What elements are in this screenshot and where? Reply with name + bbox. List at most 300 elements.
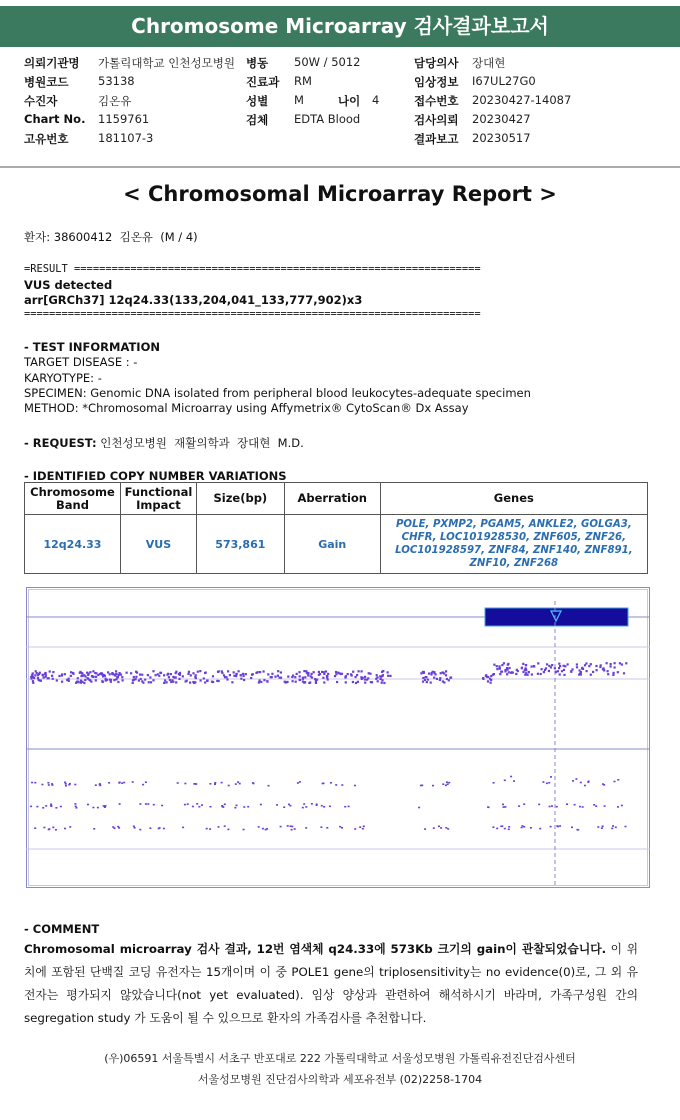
probe-point	[510, 672, 512, 674]
probe-point	[184, 804, 186, 806]
probe-point	[295, 681, 297, 683]
probe-point	[314, 678, 316, 680]
probe-point	[617, 806, 619, 808]
probe-point	[601, 827, 603, 829]
probe-point	[389, 675, 391, 677]
probe-point	[496, 828, 498, 830]
probe-point	[311, 676, 313, 678]
probe-point	[197, 671, 199, 673]
probe-point	[226, 678, 228, 680]
report-header-banner: Chromosome Microarray 검사결과보고서	[0, 6, 680, 47]
copy-number-plot	[26, 587, 650, 888]
probe-point	[602, 783, 604, 785]
probe-point	[121, 782, 123, 784]
probe-point	[619, 662, 621, 664]
probe-point	[133, 676, 135, 678]
probe-point	[34, 782, 36, 784]
probe-point	[344, 806, 346, 808]
probe-point	[507, 663, 509, 665]
probe-point	[307, 674, 309, 676]
cell-aberration: Gain	[284, 515, 380, 574]
probe-point	[424, 679, 426, 681]
probe-point	[521, 827, 523, 829]
probe-point	[231, 681, 233, 683]
sex-value: M	[294, 93, 304, 107]
probe-point	[142, 784, 144, 786]
probe-point	[243, 806, 245, 808]
probe-point	[80, 682, 82, 684]
probe-point	[579, 806, 581, 808]
probe-point	[217, 671, 219, 673]
probe-point	[563, 669, 565, 671]
probe-point	[258, 681, 260, 683]
probe-point	[236, 805, 238, 807]
probe-point	[341, 784, 343, 786]
probe-point	[305, 806, 307, 808]
probe-point	[210, 806, 212, 808]
probe-point	[192, 672, 194, 674]
probe-point	[42, 807, 44, 809]
probe-point	[445, 670, 447, 672]
probe-point	[145, 803, 147, 805]
cell-band: 12q24.33	[25, 515, 121, 574]
probe-point	[567, 663, 569, 665]
plot-frame	[27, 588, 650, 888]
probe-point	[64, 673, 66, 675]
probe-point	[448, 782, 450, 784]
probe-point	[603, 667, 605, 669]
probe-point	[277, 675, 279, 677]
probe-point	[537, 673, 539, 675]
doctor-value: 장대현	[472, 56, 506, 70]
probe-point	[430, 673, 432, 675]
dept-value: RM	[294, 74, 312, 88]
probe-point	[239, 783, 241, 785]
probe-point	[339, 826, 341, 828]
probe-point	[361, 670, 363, 672]
vus-line: VUS detected	[24, 278, 113, 292]
probe-point	[302, 807, 304, 809]
probe-point	[499, 673, 501, 675]
probe-point	[572, 780, 574, 782]
probe-point	[559, 665, 561, 667]
probe-point	[122, 679, 124, 681]
probe-point	[245, 673, 247, 675]
request-heading: - REQUEST:	[24, 436, 97, 450]
probe-point	[132, 682, 134, 684]
probe-point	[200, 679, 202, 681]
probe-point	[227, 670, 229, 672]
probe-point	[318, 671, 320, 673]
probe-point	[574, 804, 576, 806]
probe-point	[32, 672, 34, 674]
probe-point	[322, 677, 324, 679]
probe-point	[225, 676, 227, 678]
probe-point	[77, 677, 79, 679]
probe-point	[450, 676, 452, 678]
probe-point	[359, 826, 361, 828]
probe-point	[68, 680, 70, 682]
probe-point	[276, 804, 278, 806]
probe-point	[68, 678, 70, 680]
probe-point	[555, 671, 557, 673]
probe-point	[320, 826, 322, 828]
probe-point	[69, 826, 71, 828]
probe-point	[97, 674, 99, 676]
probe-point	[224, 804, 226, 806]
probe-point	[119, 782, 121, 784]
receipt-value: 20230427-14087	[472, 93, 572, 107]
requester-value: 가톨릭대학교 인천성모병원	[98, 56, 235, 70]
probe-point	[47, 782, 49, 784]
probe-point	[74, 784, 76, 786]
probe-point	[580, 782, 582, 784]
probe-point	[289, 805, 291, 807]
probe-point	[121, 676, 123, 678]
recipient-value: 김온유	[98, 94, 132, 108]
probe-point	[596, 669, 598, 671]
probe-point	[211, 681, 213, 683]
probe-point	[539, 828, 541, 830]
probe-point	[599, 666, 601, 668]
probe-point	[190, 674, 192, 676]
header-chromosome-band: Chromosome Band	[25, 483, 121, 515]
probe-point	[625, 662, 627, 664]
probe-point	[218, 680, 220, 682]
probe-point	[287, 825, 289, 827]
probe-point	[326, 675, 328, 677]
probe-point	[118, 674, 120, 676]
probe-point	[69, 783, 71, 785]
probe-point	[335, 784, 337, 786]
probe-point	[482, 677, 484, 679]
probe-point	[304, 681, 306, 683]
probe-point	[198, 806, 200, 808]
probe-point	[420, 672, 422, 674]
probe-point	[292, 680, 294, 682]
target-disease: TARGET DISEASE : -	[24, 355, 138, 369]
probe-point	[593, 804, 595, 806]
probe-point	[577, 829, 579, 831]
probe-point	[613, 672, 615, 674]
dept-label: 진료과	[246, 75, 280, 89]
probe-point	[558, 663, 560, 665]
probe-point	[258, 826, 260, 828]
probe-point	[233, 675, 235, 677]
probe-point	[169, 679, 171, 681]
probe-point	[525, 664, 527, 666]
probe-point	[170, 673, 172, 675]
probe-point	[309, 681, 311, 683]
probe-point	[360, 676, 362, 678]
probe-point	[188, 671, 190, 673]
probe-point	[292, 675, 294, 677]
ward-value: 50W / 5012	[294, 55, 361, 69]
probe-point	[617, 671, 619, 673]
probe-point	[279, 677, 281, 679]
probe-point	[161, 805, 163, 807]
cnv-table	[24, 482, 648, 574]
probe-point	[493, 782, 495, 784]
probe-point	[240, 674, 242, 676]
probe-point	[134, 827, 136, 829]
probe-point	[576, 663, 578, 665]
probe-point	[37, 677, 39, 679]
comment-text: 이 위치에 포함된 단백질 코딩 유전자는 15개이며 이 중 POLE1 gene의 triplosensitivity는 no evidence(0)로, 그 외 유전자는 평가되지 않았습니다(not yet evaluated). 임상 양상과 관련하여 해석하시기 바라며, 가족구성원 간의 segregation study 가 도움이 될 수 있으므로 환자의 가족검사를 추천합니다.	[24, 942, 638, 1025]
probe-point	[607, 673, 609, 675]
probe-point	[163, 828, 165, 830]
request-line	[24, 435, 304, 451]
probe-point	[95, 679, 97, 681]
probe-point	[182, 827, 184, 829]
probe-point	[424, 828, 426, 830]
probe-point	[145, 781, 147, 783]
probe-point	[508, 671, 510, 673]
probe-point	[428, 673, 430, 675]
probe-point	[508, 826, 510, 828]
request-date-value: 20230427	[472, 112, 531, 126]
probe-point	[252, 782, 254, 784]
probe-point	[152, 670, 154, 672]
probe-point	[52, 671, 54, 673]
probe-point	[175, 672, 177, 674]
probe-point	[371, 681, 373, 683]
cnv-heading: - IDENTIFIED COPY NUMBER VARIATIONS	[24, 469, 287, 483]
probe-point	[187, 673, 189, 675]
probe-point	[266, 828, 268, 830]
probe-point	[575, 778, 577, 780]
probe-point	[595, 805, 597, 807]
clinical-label: 임상정보	[414, 75, 459, 89]
probe-point	[530, 827, 532, 829]
probe-point	[133, 679, 135, 681]
probe-point	[487, 806, 489, 808]
probe-point	[492, 826, 494, 828]
probe-point	[55, 807, 57, 809]
probe-point	[544, 669, 546, 671]
probe-point	[504, 670, 506, 672]
probe-point	[381, 679, 383, 681]
probe-point	[316, 679, 318, 681]
probe-point	[260, 804, 262, 806]
test-info-heading: - TEST INFORMATION	[24, 340, 160, 354]
probe-point	[356, 674, 358, 676]
probe-point	[550, 826, 552, 828]
probe-point	[425, 676, 427, 678]
specimen-line: SPECIMEN: Genomic DNA isolated from peripheral blood leukocytes-adequate specimen	[24, 386, 531, 400]
table-row	[25, 515, 648, 574]
footer-address: (우)06591 서울특별시 서초구 반포대로 222 가톨릭대학교 서울성모병원 가톨릭유전진단검사센터	[104, 1052, 576, 1065]
probe-point	[201, 804, 203, 806]
probe-point	[302, 678, 304, 680]
cnv-table-header-row	[25, 483, 648, 515]
probe-point	[120, 674, 122, 676]
request-value: 인천성모병원 재활의학과 장대현 M.D.	[96, 436, 304, 450]
probe-point	[48, 784, 50, 786]
probe-point	[138, 680, 140, 682]
probe-point	[318, 674, 320, 676]
probe-point	[582, 806, 584, 808]
probe-point	[496, 668, 498, 670]
probe-point	[615, 827, 617, 829]
probe-point	[47, 677, 49, 679]
probe-point	[590, 663, 592, 665]
probe-point	[52, 678, 54, 680]
probe-point	[40, 680, 42, 682]
probe-point	[64, 828, 66, 830]
unique-no-label: 고유번호	[24, 132, 69, 146]
probe-point	[52, 827, 54, 829]
probe-point	[504, 828, 506, 830]
probe-point	[164, 679, 166, 681]
probe-point	[556, 825, 558, 827]
probe-point	[255, 672, 257, 674]
probe-point	[606, 662, 608, 664]
sex-label: 성별	[246, 94, 269, 108]
probe-point	[218, 826, 220, 828]
probe-point	[551, 664, 553, 666]
probe-point	[43, 827, 45, 829]
probe-point	[298, 671, 300, 673]
probe-point	[602, 826, 604, 828]
probe-point	[37, 674, 39, 676]
probe-point	[563, 665, 565, 667]
probe-point	[576, 666, 578, 668]
result-line: =RESULT =================================================================	[24, 263, 481, 275]
probe-point	[92, 676, 94, 678]
probe-point	[136, 672, 138, 674]
probe-point	[523, 803, 525, 805]
probe-point	[60, 806, 62, 808]
probe-point	[212, 675, 214, 677]
probe-point	[504, 780, 506, 782]
probe-point	[612, 674, 614, 676]
probe-point	[80, 680, 82, 682]
probe-point	[42, 674, 44, 676]
probe-point	[81, 673, 83, 675]
probe-point	[290, 825, 292, 827]
probe-point	[105, 678, 107, 680]
method-line: METHOD: *Chromosomal Microarray using Affymetrix® CytoScan® Dx Assay	[24, 401, 469, 415]
karyotype: KARYOTYPE: -	[24, 371, 102, 385]
probe-point	[115, 673, 117, 675]
probe-point	[543, 671, 545, 673]
probe-point	[422, 681, 424, 683]
probe-point	[150, 681, 152, 683]
probe-point	[104, 806, 106, 808]
probe-point	[95, 672, 97, 674]
probe-point	[445, 674, 447, 676]
probe-point	[617, 779, 619, 781]
probe-point	[108, 782, 110, 784]
probe-point	[65, 785, 67, 787]
probe-point	[323, 806, 325, 808]
probe-point	[141, 674, 143, 676]
probe-point	[307, 672, 309, 674]
header-size: Size(bp)	[196, 483, 284, 515]
probe-point	[364, 676, 366, 678]
probe-point	[382, 674, 384, 676]
clinical-value: I67UL27G0	[472, 74, 536, 88]
probe-point	[79, 672, 81, 674]
probe-point	[426, 681, 428, 683]
probe-point	[561, 670, 563, 672]
probe-point	[87, 804, 89, 806]
probe-point	[571, 668, 573, 670]
probe-point	[387, 675, 389, 677]
probe-point	[503, 662, 505, 664]
probe-point	[214, 783, 216, 785]
probe-point	[252, 673, 254, 675]
probe-point	[531, 673, 533, 675]
probe-point	[556, 806, 558, 808]
probe-point	[362, 828, 364, 830]
probe-point	[92, 807, 94, 809]
probe-point	[70, 671, 72, 673]
probe-point	[204, 672, 206, 674]
probe-point	[355, 676, 357, 678]
probe-point	[541, 668, 543, 670]
probe-point	[109, 673, 111, 675]
probe-point	[493, 664, 495, 666]
probe-point	[432, 671, 434, 673]
probe-point	[421, 785, 423, 787]
probe-point	[296, 673, 298, 675]
probe-point	[172, 676, 174, 678]
probe-point	[95, 784, 97, 786]
probe-point	[612, 825, 614, 827]
probe-point	[442, 783, 444, 785]
age-label: 나이	[338, 94, 361, 108]
probe-point	[45, 676, 47, 678]
probe-point	[518, 805, 520, 807]
probe-point	[228, 785, 230, 787]
probe-point	[304, 676, 306, 678]
header-aberration: Aberration	[284, 483, 380, 515]
probe-point	[221, 782, 223, 784]
probe-point	[348, 806, 350, 808]
probe-point	[357, 681, 359, 683]
age-value: 4	[372, 93, 380, 107]
probe-point	[32, 676, 34, 678]
unique-no-value: 181107-3	[98, 131, 154, 145]
probe-point	[119, 803, 121, 805]
probe-point	[584, 785, 586, 787]
probe-point	[623, 672, 625, 674]
probe-point	[243, 829, 245, 831]
probe-point	[75, 682, 77, 684]
probe-point	[99, 785, 101, 787]
probe-point	[51, 675, 53, 677]
probe-point	[178, 678, 180, 680]
probe-point	[262, 828, 264, 830]
separator-line: =========================================================================	[24, 308, 481, 320]
probe-point	[141, 680, 143, 682]
probe-point	[440, 672, 442, 674]
probe-point	[45, 805, 47, 807]
probe-point	[283, 806, 285, 808]
probe-point	[55, 829, 57, 831]
probe-point	[578, 674, 580, 676]
probe-point	[280, 671, 282, 673]
probe-point	[327, 673, 329, 675]
probe-point	[433, 677, 435, 679]
probe-point	[597, 826, 599, 828]
probe-point	[381, 682, 383, 684]
probe-point	[95, 676, 97, 678]
probe-point	[423, 671, 425, 673]
probe-point	[75, 807, 77, 809]
